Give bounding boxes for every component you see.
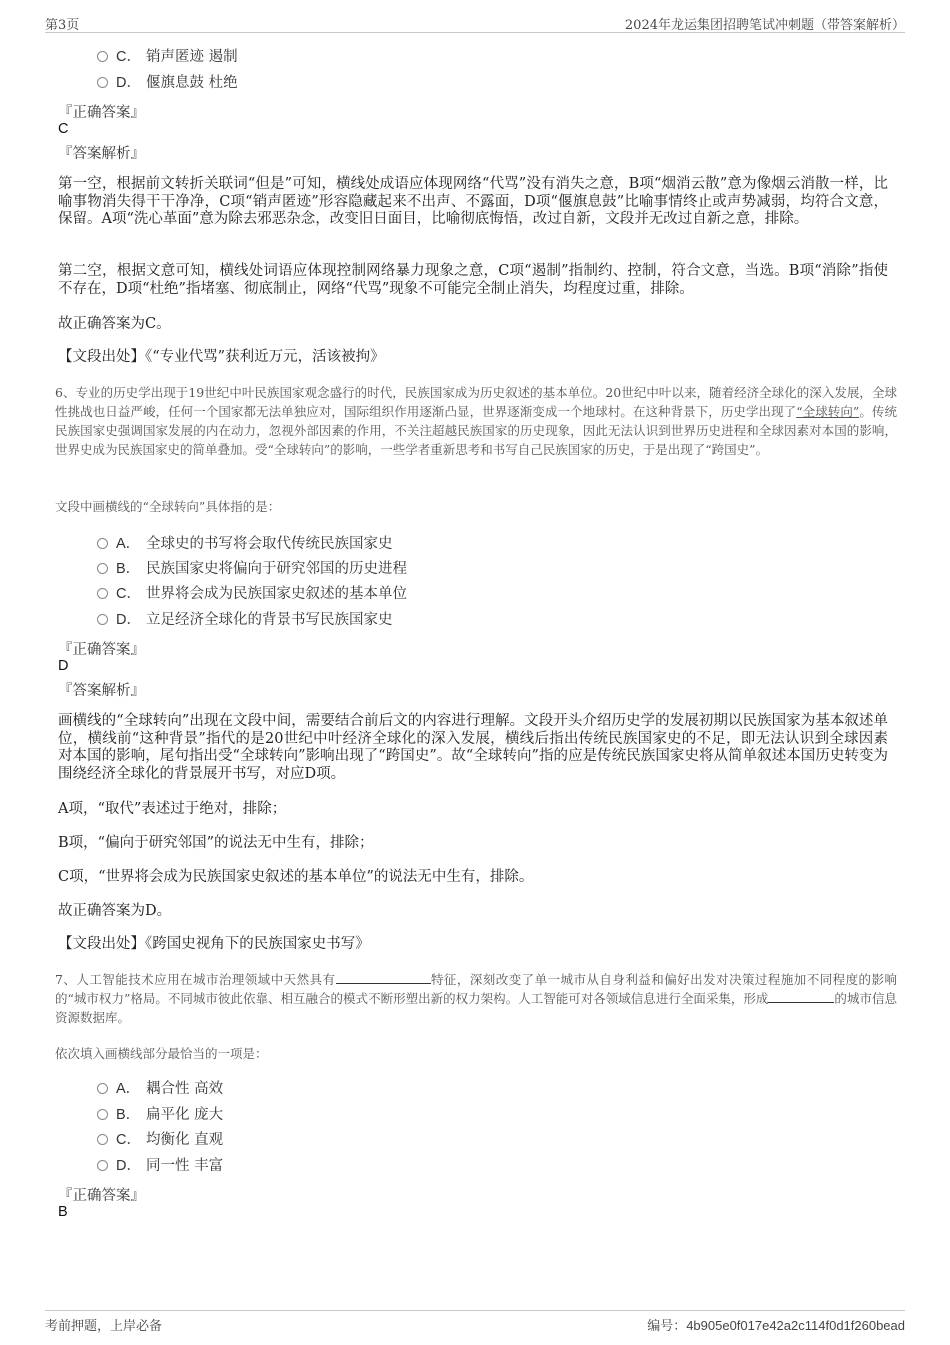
q5-option-c[interactable]: C． 销声匿迹 遏制 (97, 48, 238, 66)
question-stem: 6、专业的历史学出现于19世纪中叶民族国家观念盛行的时代，民族国家成为历史叙述的基本单位。20世纪中叶以来，随着经济全球化的深入发展，全球性挑战也日益严峻，任何一个国家都无法单独应对，国际组织作用逐渐凸显，世界逐渐变成一个地球村。在这种背景下，历史学出现了“全球转向”。传统民族国家史强调国家发展的内在动力，忽视外部因素的作用，不关注超越民族国家的历史现象，因此无法认识到世界历史进程和全球因素对本国的影响，世界史成为民族国家史的简单叠加。受“全球转向”的影响，一些学者重新思考和书写自己民族国家的历史，于是出现了“跨国史”。 (55, 385, 897, 457)
radio-icon[interactable] (97, 588, 108, 599)
radio-icon[interactable] (97, 51, 108, 62)
radio-icon[interactable] (97, 1083, 108, 1094)
answer-value: B (58, 1204, 68, 1220)
fill-blank (336, 971, 431, 984)
analysis-label: 『答案解析』 (58, 683, 145, 699)
answer-label: 『正确答案』 (58, 1188, 145, 1204)
question-prompt: 文段中画横线的“全球转向”具体指的是： (55, 499, 281, 514)
footer-slogan: 考前押题，上岸必备 (45, 1319, 163, 1334)
answer-label: 『正确答案』 (58, 642, 145, 658)
underlined-phrase: “全球转向” (796, 404, 860, 419)
question-stem: 7、人工智能技术应用在城市治理领域中天然具有 特征，深刻改变了单一城市从自身利益和偏好出发对决策过程施加不同程度的影响的“城市权力”格局。不同城市彼此依靠、相互融合的模式不断形塑出新的权力架构。人工智能可对各领域信息进行全面采集，形成 的城市信息资源数据库。 (55, 972, 897, 1025)
answer-value: C (58, 121, 69, 137)
fill-blank (768, 990, 834, 1003)
analysis-paragraph: 第二空，根据文意可知，横线处词语应体现控制网络暴力现象之意，C项“遏制”指制约、控制，符合文意，当选。B项“消除”指使不存在，D项“杜绝”指堵塞、彻底制止，网络“代骂”现象不可能完全制止消失，均程度过重，排除。 (58, 263, 888, 297)
q6-option-d[interactable]: D． 立足经济全球化的背景书写民族国家史 (97, 611, 393, 629)
analysis-conclusion: 故正确答案为D。 (58, 903, 172, 919)
source-citation: 【文段出处】《跨国史视角下的民族国家史书写》 (58, 936, 370, 952)
analysis-point: B项，“偏向于研究邻国”的说法无中生有，排除； (58, 835, 374, 851)
radio-icon[interactable] (97, 563, 108, 574)
page-number: 第3页 (45, 18, 80, 33)
page-footer (45, 1310, 905, 1335)
analysis-point: C项，“世界将会成为民族国家史叙述的基本单位”的说法无中生有，排除。 (58, 869, 534, 885)
page-header (45, 10, 905, 33)
source-citation: 【文段出处】《“专业代骂”获利近万元，活该被拘》 (58, 349, 385, 365)
q7-option-a[interactable]: A． 耦合性 高效 (97, 1080, 223, 1098)
analysis-label: 『答案解析』 (58, 146, 145, 162)
q7-option-b[interactable]: B． 扁平化 庞大 (97, 1106, 223, 1124)
q7-option-c[interactable]: C． 均衡化 直观 (97, 1131, 223, 1149)
radio-icon[interactable] (97, 1109, 108, 1120)
analysis-paragraph: 第一空，根据前文转折关联词“但是”可知，横线处成语应体现网络“代骂”没有消失之意，B项“烟消云散”意为像烟云消散一样，比喻事物消失得干干净净，C项“销声匿迹”形容隐藏起来不出声、不露面，D项“偃旗息鼓”比喻事情终止或声势减弱，均符合文意，保留。A项“洗心革面”意为除去邪恶杂念，改变旧日面目，比喻彻底悔悟，改过自新，文段并无改过自新之意，排除。 (58, 176, 888, 227)
q6-option-a[interactable]: A． 全球史的书写将会取代传统民族国家史 (97, 535, 393, 553)
radio-icon[interactable] (97, 1134, 108, 1145)
document-title: 2024年龙运集团招聘笔试冲刺题（带答案解析） (624, 18, 905, 33)
analysis-point: A项，“取代”表述过于绝对，排除； (58, 801, 287, 817)
q5-option-d[interactable]: D． 偃旗息鼓 杜绝 (97, 74, 238, 92)
radio-icon[interactable] (97, 538, 108, 549)
analysis-conclusion: 故正确答案为C。 (58, 316, 171, 332)
question-prompt: 依次填入画横线部分最恰当的一项是： (55, 1046, 268, 1061)
radio-icon[interactable] (97, 1160, 108, 1171)
answer-value: D (58, 658, 69, 674)
analysis-paragraph: 画横线的“全球转向”出现在文段中间，需要结合前后文的内容进行理解。文段开头介绍历史学的发展初期以民族国家为基本叙述单位，横线前“这种背景”指代的是20世纪中叶经济全球化的深入发展，横线后指出传统民族国家史的不足，即无法认识到全球因素对本国的影响，尾句指出受“全球转向”影响出现了“跨国史”。故“全球转向”指的应是传统民族国家史将从简单叙述本国历史转变为围绕经济全球化的背景展开书写，对应D项。 (58, 713, 888, 782)
q6-option-c[interactable]: C． 世界将会成为民族国家史叙述的基本单位 (97, 585, 407, 603)
radio-icon[interactable] (97, 77, 108, 88)
q6-option-b[interactable]: B． 民族国家史将偏向于研究邻国的历史进程 (97, 560, 407, 578)
document-code: 编号：4b905e0f017e42a2c114f0d1f260bead (647, 1318, 905, 1333)
answer-label: 『正确答案』 (58, 105, 145, 121)
radio-icon[interactable] (97, 614, 108, 625)
q7-option-d[interactable]: D． 同一性 丰富 (97, 1157, 223, 1175)
